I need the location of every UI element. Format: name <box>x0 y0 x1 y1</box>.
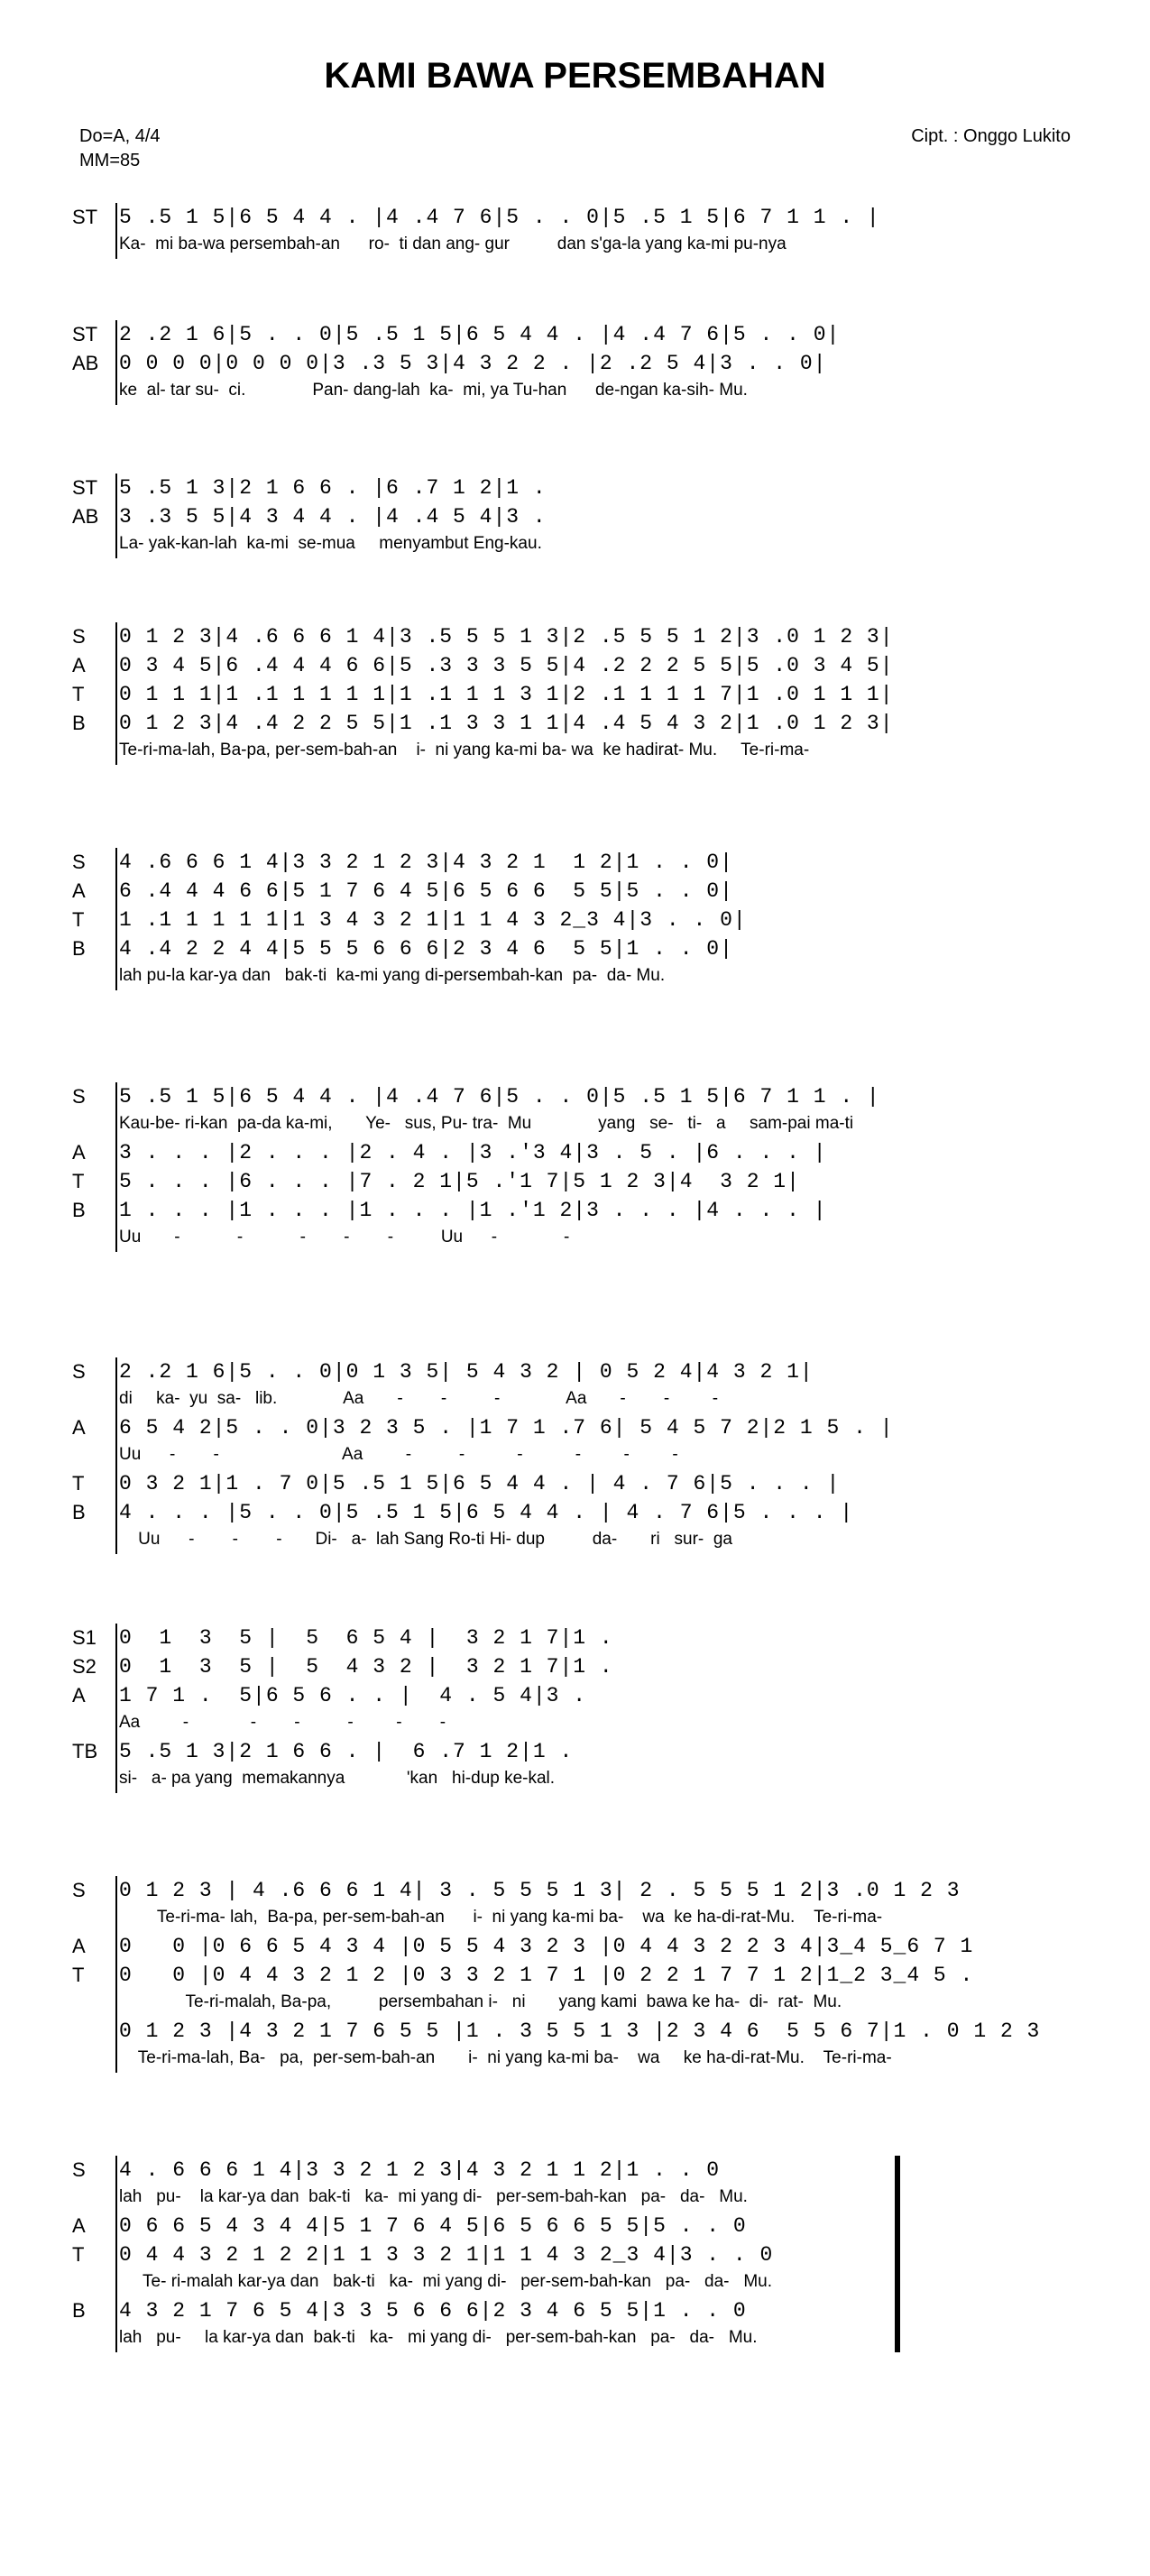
lyric-text: Te-ri-malah, Ba-pa, persembahan i- ni yang kami bawa ke ha- di- rat- Mu. <box>119 1992 842 2011</box>
voice-label: ST <box>72 206 98 228</box>
notes-text: 0 6 6 5 4 3 4 4|5 1 7 6 4 5|6 5 6 6 5 5|5 . . 0 <box>119 2214 747 2238</box>
system-bracket <box>115 474 117 558</box>
notes-text: 0 1 3 5 | 5 6 5 4 | 3 2 1 7|1 . <box>119 1626 627 1650</box>
notes-text: 5 .5 1 3|2 1 6 6 . |6 .7 1 2|1 . <box>119 476 560 500</box>
system-bracket <box>115 1624 117 1793</box>
system-bracket <box>115 2156 117 2352</box>
notation-row <box>72 1681 1109 1710</box>
notes-text: 0 1 2 3|4 .4 2 2 5 5|1 .1 3 3 1 1|4 .4 5 4 3 2|1 .0 1 2 3| <box>119 712 894 735</box>
lyric-row <box>72 531 1109 558</box>
notes-text: 4 . 6 6 6 1 4|3 3 2 1 2 3|4 3 2 1 1 2|1 . . 0 <box>119 2158 721 2182</box>
voice-label: A <box>72 2214 86 2237</box>
song-title: KAMI BAWA PERSEMBAHAN <box>324 56 826 96</box>
voice-label: S2 <box>72 1655 97 1678</box>
notation-row <box>72 2212 1109 2240</box>
lyric-row <box>72 1710 1109 1737</box>
system-2 <box>72 320 1109 405</box>
voice-label: B <box>72 1199 86 1221</box>
notation-row <box>72 651 1109 680</box>
notes-text: 0 3 2 1|1 . 7 0|5 .5 1 5|6 5 4 4 . | 4 . 7 6|5 . . . | <box>119 1472 841 1495</box>
notation-row <box>72 2240 1109 2269</box>
notation-row <box>72 1082 1109 1111</box>
notes-text: 0 0 0 0|0 0 0 0|3 .3 5 3|4 3 2 2 . |2 .2 5 4|3 . . 0| <box>119 352 827 375</box>
voice-label: B <box>72 2299 86 2322</box>
notation-row <box>72 1624 1109 1652</box>
notes-text: 3 . . . |2 . . . |2 . 4 . |3 .'3 4|3 . 5 . |6 . . . | <box>119 1141 827 1164</box>
lyric-text: Ka- mi ba-wa persembah-an ro- ti dan ang- gur dan s'ga-la yang ka-mi pu-nya <box>119 235 787 253</box>
notation-row <box>72 320 1109 349</box>
voice-label: T <box>72 683 85 705</box>
voice-label: S <box>72 1879 86 1901</box>
system-3 <box>72 474 1109 558</box>
system-1 <box>72 203 1109 259</box>
system-bracket <box>115 1082 117 1252</box>
notation-row <box>72 877 1109 906</box>
lyric-text: si- a- pa yang memakannya 'kan hi-dup ke-kal. <box>119 1769 556 1788</box>
system-9 <box>72 1876 1109 2073</box>
voice-label: S <box>72 851 86 873</box>
notation-row <box>72 2296 1109 2325</box>
notes-text: 1 .1 1 1 1 1|1 3 4 3 2 1|1 1 4 3 2_3 4|3 . . 0| <box>119 908 747 932</box>
system-7 <box>72 1357 1109 1554</box>
notation-row <box>72 1138 1109 1167</box>
voice-label: B <box>72 937 86 960</box>
notes-text: 0 1 2 3 | 4 .6 6 6 1 4| 3 . 5 5 5 1 3| 2 . 5 5 5 1 2|3 .0 1 2 3 <box>119 1879 961 1902</box>
voice-label: A <box>72 1684 86 1707</box>
key-signature: Do=A, 4/4 <box>79 126 161 146</box>
notes-text: 0 1 3 5 | 5 4 3 2 | 3 2 1 7|1 . <box>119 1655 627 1679</box>
lyric-text: lah pu- la kar-ya dan bak-ti ka- mi yang di- per-sem-bah-kan pa- da- Mu. <box>119 2187 748 2206</box>
voice-label: TB <box>72 1740 98 1762</box>
lyric-text: Te-ri-ma-lah, Ba-pa, per-sem-bah-an i- ni yang ka-mi ba- wa ke hadirat- Mu. Te-ri-ma- <box>119 741 810 759</box>
notation-row <box>72 622 1109 651</box>
lyric-row <box>72 232 1109 259</box>
notation-row <box>72 1357 1109 1386</box>
notation-row <box>72 1737 1109 1766</box>
notes-text: 0 1 1 1|1 .1 1 1 1 1|1 .1 1 1 3 1|2 .1 1 1 1 7|1 .0 1 1 1| <box>119 683 894 706</box>
lyric-text: lah pu-la kar-ya dan bak-ti ka-mi yang di-persembah-kan pa- da- Mu. <box>119 966 666 985</box>
notation-row <box>72 1498 1109 1527</box>
notation-row <box>72 1961 1109 1990</box>
notes-text: 1 7 1 . 5|6 5 6 . . | 4 . 5 4|3 . <box>119 1684 600 1707</box>
lyric-row <box>72 1442 1109 1469</box>
lyric-text: Uu - - - - - Uu - - <box>119 1228 570 1247</box>
system-bracket <box>115 1876 117 2073</box>
voice-label: S <box>72 2158 86 2181</box>
notation-row <box>72 1876 1109 1905</box>
composer-credit: Cipt. : Onggo Lukito <box>911 126 1071 146</box>
notation-row <box>72 1469 1109 1498</box>
voice-label: AB <box>72 352 99 374</box>
lyric-row <box>72 738 1109 765</box>
voice-label: S <box>72 625 86 648</box>
voice-label: A <box>72 879 86 902</box>
notation-row <box>72 1652 1109 1681</box>
lyric-text: Uu - - Aa - - - - - - <box>119 1445 678 1464</box>
notes-text: 5 .5 1 3|2 1 6 6 . | 6 .7 1 2|1 . <box>119 1740 587 1763</box>
notes-text: 4 . . . |5 . . 0|5 .5 1 5|6 5 4 4 . | 4 . 7 6|5 . . . | <box>119 1501 854 1524</box>
voice-label: S1 <box>72 1626 97 1649</box>
notes-text: 0 1 2 3 |4 3 2 1 7 6 5 5 |1 . 3 5 5 1 3 |2 3 4 6 5 5 6 7|1 . 0 1 2 3 <box>119 2019 1041 2043</box>
notes-text: 5 .5 1 5|6 5 4 4 . |4 .4 7 6|5 . . 0|5 .5 1 5|6 7 1 1 . | <box>119 1085 880 1109</box>
voice-label: A <box>72 654 86 676</box>
notation-row <box>72 502 1109 531</box>
notation-row <box>72 1196 1109 1225</box>
lyric-text: Te-ri-ma-lah, Ba- pa, per-sem-bah-an i- ni yang ka-mi ba- wa ke ha-di-rat-Mu. Te-ri-ma- <box>119 2048 892 2067</box>
lyric-row <box>72 2046 1109 2073</box>
lyric-row <box>72 1111 1109 1138</box>
voice-label: T <box>72 2243 85 2266</box>
lyric-row <box>72 2185 1109 2212</box>
system-8 <box>72 1624 1109 1793</box>
voice-label: T <box>72 1472 85 1495</box>
lyric-text: ke al- tar su- ci. Pan- dang-lah ka- mi, ya Tu-han de-ngan ka-sih- Mu. <box>119 381 748 400</box>
notation-row <box>72 474 1109 502</box>
notes-text: 4 .4 2 2 4 4|5 5 5 6 6 6|2 3 4 6 5 5|1 . . 0| <box>119 937 733 961</box>
lyric-text: Te- ri-malah kar-ya dan bak-ti ka- mi yang di- per-sem-bah-kan pa- da- Mu. <box>119 2272 773 2291</box>
system-10 <box>72 2156 1109 2352</box>
lyric-row <box>72 1527 1109 1554</box>
notation-row <box>72 349 1109 378</box>
notation-row <box>72 203 1109 232</box>
notation-row <box>72 680 1109 709</box>
lyric-row <box>72 1766 1109 1793</box>
final-barline <box>895 2156 900 2352</box>
notes-text: 5 . . . |6 . . . |7 . 2 1|5 .'1 7|5 1 2 3|4 3 2 1| <box>119 1170 800 1193</box>
system-bracket <box>115 203 117 259</box>
notes-text: 0 4 4 3 2 1 2 2|1 1 3 3 2 1|1 1 4 3 2_3 4|3 . . 0 <box>119 2243 774 2267</box>
notation-row <box>72 709 1109 738</box>
system-6 <box>72 1082 1109 1252</box>
notation-row <box>72 1167 1109 1196</box>
tempo-marking: MM=85 <box>79 151 141 170</box>
lyric-row <box>72 1386 1109 1413</box>
notes-text: 4 3 2 1 7 6 5 4|3 3 5 6 6 6|2 3 4 6 5 5|1 . . 0 <box>119 2299 747 2323</box>
system-bracket <box>115 622 117 765</box>
notes-text: 4 .6 6 6 1 4|3 3 2 1 2 3|4 3 2 1 1 2|1 . . 0| <box>119 851 733 874</box>
lyric-text: Aa - - - - - - <box>119 1713 446 1732</box>
system-bracket <box>115 1357 117 1554</box>
notes-text: 0 3 4 5|6 .4 4 4 6 6|5 .3 3 3 5 5|4 .2 2 2 5 5|5 .0 3 4 5| <box>119 654 894 677</box>
notes-text: 2 .2 1 6|5 . . 0|5 .5 1 5|6 5 4 4 . |4 .4 7 6|5 . . 0| <box>119 323 841 346</box>
notes-text: 1 . . . |1 . . . |1 . . . |1 .'1 2|3 . . . |4 . . . | <box>119 1199 827 1222</box>
notes-text: 2 .2 1 6|5 . . 0|0 1 3 5| 5 4 3 2 | 0 5 2 4|4 3 2 1| <box>119 1360 814 1384</box>
voice-label: S <box>72 1360 86 1383</box>
lyric-text: lah pu- la kar-ya dan bak-ti ka- mi yang di- per-sem-bah-kan pa- da- Mu. <box>119 2328 758 2347</box>
voice-label: T <box>72 1170 85 1192</box>
lyric-row <box>72 963 1109 990</box>
notation-row <box>72 2156 1109 2185</box>
notation-row <box>72 906 1109 934</box>
lyric-row <box>72 1905 1109 1932</box>
lyric-text: di ka- yu sa- lib. Aa - - - Aa - - - <box>119 1389 719 1408</box>
lyric-row <box>72 2325 1109 2352</box>
notes-text: 6 .4 4 4 6 6|5 1 7 6 4 5|6 5 6 6 5 5|5 . . 0| <box>119 879 733 903</box>
notes-text: 0 1 2 3|4 .6 6 6 1 4|3 .5 5 5 1 3|2 .5 5 5 1 2|3 .0 1 2 3| <box>119 625 894 649</box>
voice-label: ST <box>72 323 98 345</box>
system-bracket <box>115 320 117 405</box>
voice-label: AB <box>72 505 99 528</box>
voice-label: A <box>72 1935 86 1957</box>
lyric-text: La- yak-kan-lah ka-mi se-mua menyambut Eng-kau. <box>119 534 542 553</box>
lyric-row <box>72 1225 1109 1252</box>
notes-text: 0 0 |0 4 4 3 2 1 2 |0 3 3 2 1 7 1 |0 2 2 1 7 7 1 2|1_2 3_4 5 . <box>119 1964 974 1987</box>
notes-text: 0 0 |0 6 6 5 4 3 4 |0 5 5 4 3 2 3 |0 4 4 3 2 2 3 4|3_4 5_6 7 1 <box>119 1935 974 1958</box>
system-4 <box>72 622 1109 765</box>
voice-label: A <box>72 1141 86 1164</box>
lyric-text: Te-ri-ma- lah, Ba-pa, per-sem-bah-an i- ni yang ka-mi ba- wa ke ha-di-rat-Mu. Te-ri-ma- <box>119 1908 883 1927</box>
notation-row <box>72 1413 1109 1442</box>
system-bracket <box>115 848 117 990</box>
voice-label: A <box>72 1416 86 1439</box>
lyric-text: Kau-be- ri-kan pa-da ka-mi, Ye- sus, Pu- tra- Mu yang se- ti- a sam-pai ma-ti <box>119 1114 854 1133</box>
lyric-row <box>72 378 1109 405</box>
voice-label: T <box>72 908 85 931</box>
notes-text: 5 .5 1 5|6 5 4 4 . |4 .4 7 6|5 . . 0|5 .5 1 5|6 7 1 1 . | <box>119 206 880 229</box>
notation-row <box>72 848 1109 877</box>
notation-row <box>72 934 1109 963</box>
notation-row <box>72 1932 1109 1961</box>
voice-label: ST <box>72 476 98 499</box>
voice-label: B <box>72 1501 86 1523</box>
voice-label: B <box>72 712 86 734</box>
system-5 <box>72 848 1109 990</box>
lyric-row <box>72 1990 1109 2017</box>
notes-text: 6 5 4 2|5 . . 0|3 2 3 5 . |1 7 1 .7 6| 5 4 5 7 2|2 1 5 . | <box>119 1416 894 1440</box>
notes-text: 3 .3 5 5|4 3 4 4 . |4 .4 5 4|3 . <box>119 505 560 529</box>
notation-row <box>72 2017 1109 2046</box>
lyric-text: Uu - - - Di- a- lah Sang Ro-ti Hi- dup da- ri sur- ga <box>119 1530 732 1549</box>
voice-label: S <box>72 1085 86 1108</box>
voice-label: T <box>72 1964 85 1986</box>
lyric-row <box>72 2269 1109 2296</box>
